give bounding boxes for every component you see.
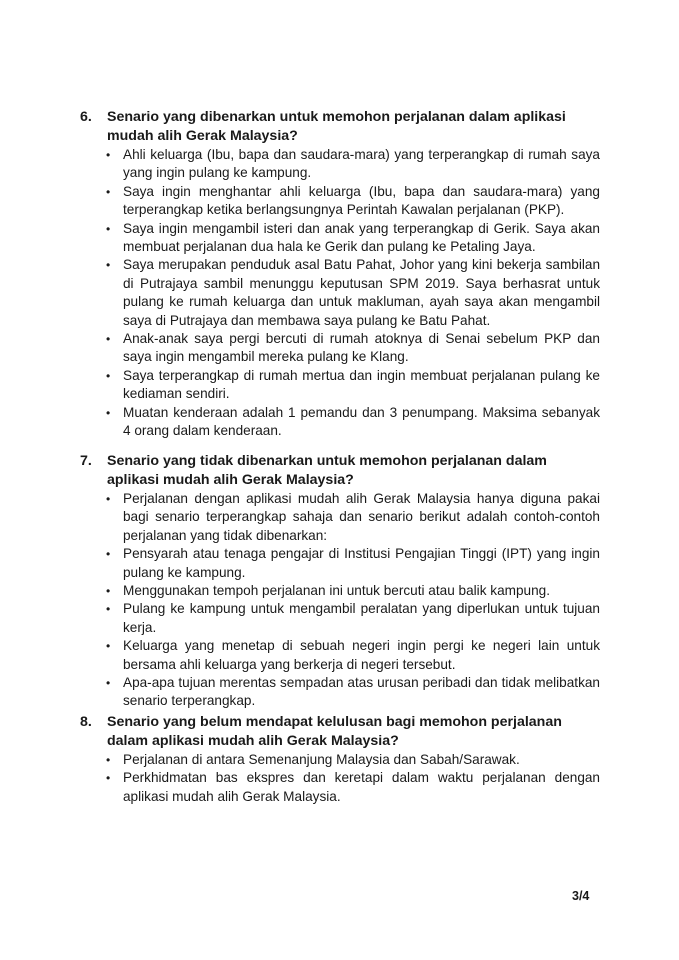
page-number: 3/4 (572, 889, 590, 903)
bullet-icon: • (106, 405, 111, 420)
section-7 (80, 452, 600, 711)
question-number: 6. (80, 109, 92, 125)
bullet-icon: • (106, 639, 111, 654)
list-item: • Saya terperangkap di rumah mertua dan ingin membuat perjalanan pulang ke kediaman sendiri. (106, 367, 600, 402)
bullet-icon: • (106, 184, 111, 199)
question-6 (80, 108, 600, 146)
question-number: 8. (80, 714, 92, 730)
list-item: • Pensyarah atau tenaga pengajar di Institusi Pengajian Tinggi (IPT) yang ingin pulang ke kampung. (106, 546, 600, 580)
list-item: • Saya ingin menghantar ahli keluarga (Ibu, bapa dan saudara-mara) yang terperangkap ketika berlangsungnya Perintah Kawalan perjalanan (PKP). (106, 183, 600, 218)
bullet-list (80, 146, 600, 441)
list-item: • Menggunakan tempoh perjalanan ini untuk bercuti atau balik kampung. (80, 582, 600, 600)
section-8 (80, 713, 600, 806)
question-7 (80, 452, 600, 490)
list-item: • Saya ingin mengambil isteri dan anak yang terperangkap di Gerik. Saya akan membuat perjalanan dua hala ke Gerik dan pulang ke Petaling Jaya. (106, 220, 600, 255)
bullet-icon: • (106, 753, 111, 767)
list-item: • Anak-anak saya pergi bercuti di rumah atoknya di Senai sebelum PKP dan saya ingin mengambil mereka pulang ke Klang. (106, 331, 600, 365)
bullet-icon: • (106, 332, 111, 347)
question-number: 7. (80, 453, 92, 469)
list-item: • Perkhidmatan bas ekspres dan keretapi dalam waktu perjalanan dengan aplikasi mudah alih Gerak Malaysia. (106, 770, 600, 804)
bullet-icon: • (106, 771, 111, 786)
question-text: Senario yang belum mendapat kelulusan bagi memohon perjalanan dalam aplikasi mudah alih Gerak Malaysia? (107, 714, 562, 749)
list-item: • Keluarga yang menetap di sebuah negeri ingin pergi ke negeri lain untuk bersama ahli keluarga yang berkerja di negeri tersebut. (106, 638, 600, 672)
list-item: • Apa-apa tujuan merentas sempadan atas urusan peribadi dan tidak melibatkan senario terperangkap. (106, 675, 600, 709)
list-item: • Ahli keluarga (Ibu, bapa dan saudara-mara) yang terperangkap di rumah saya yang ingin pulang ke kampung. (106, 147, 600, 181)
bullet-list (80, 751, 600, 806)
list-item: • Saya merupakan penduduk asal Batu Pahat, Johor yang kini bekerja sambilan di Putrajaya sambil menunggu keputusan SPM 2019. Saya berhasrat untuk pulang ke rumah keluarga dan untuk makluman, ayah saya akan mengambil saya di Putrajaya dan membawa saya pulang ke Batu Pahat. (106, 257, 600, 328)
bullet-icon: • (106, 368, 111, 383)
bullet-list (80, 490, 600, 711)
question-text: Senario yang tidak dibenarkan untuk memohon perjalanan dalam aplikasi mudah alih Gerak Malaysia? (107, 453, 547, 488)
bullet-icon: • (106, 584, 111, 599)
bullet-icon: • (106, 148, 111, 162)
list-item: • Perjalanan di antara Semenanjung Malaysia dan Sabah/Sarawak. (80, 751, 600, 769)
bullet-icon: • (106, 676, 111, 691)
bullet-icon: • (106, 602, 111, 617)
bullet-icon: • (106, 221, 111, 236)
bullet-icon: • (106, 258, 111, 273)
list-item: • Muatan kenderaan adalah 1 pemandu dan 3 penumpang. Maksima sebanyak 4 orang dalam kenderaan. (106, 404, 600, 439)
list-item: • Pulang ke kampung untuk mengambil peralatan yang diperlukan untuk tujuan kerja. (106, 601, 600, 635)
list-item: • Perjalanan dengan aplikasi mudah alih Gerak Malaysia hanya diguna pakai bagi senario terperangkap sahaja dan senario berikut adalah contoh-contoh perjalanan yang tidak dibenarkan: (106, 491, 600, 543)
bullet-icon: • (106, 492, 111, 506)
question-8 (80, 713, 600, 751)
question-text: Senario yang dibenarkan untuk memohon perjalanan dalam aplikasi mudah alih Gerak Malaysia? (107, 109, 566, 144)
section-6 (80, 108, 600, 441)
bullet-icon: • (106, 547, 111, 562)
